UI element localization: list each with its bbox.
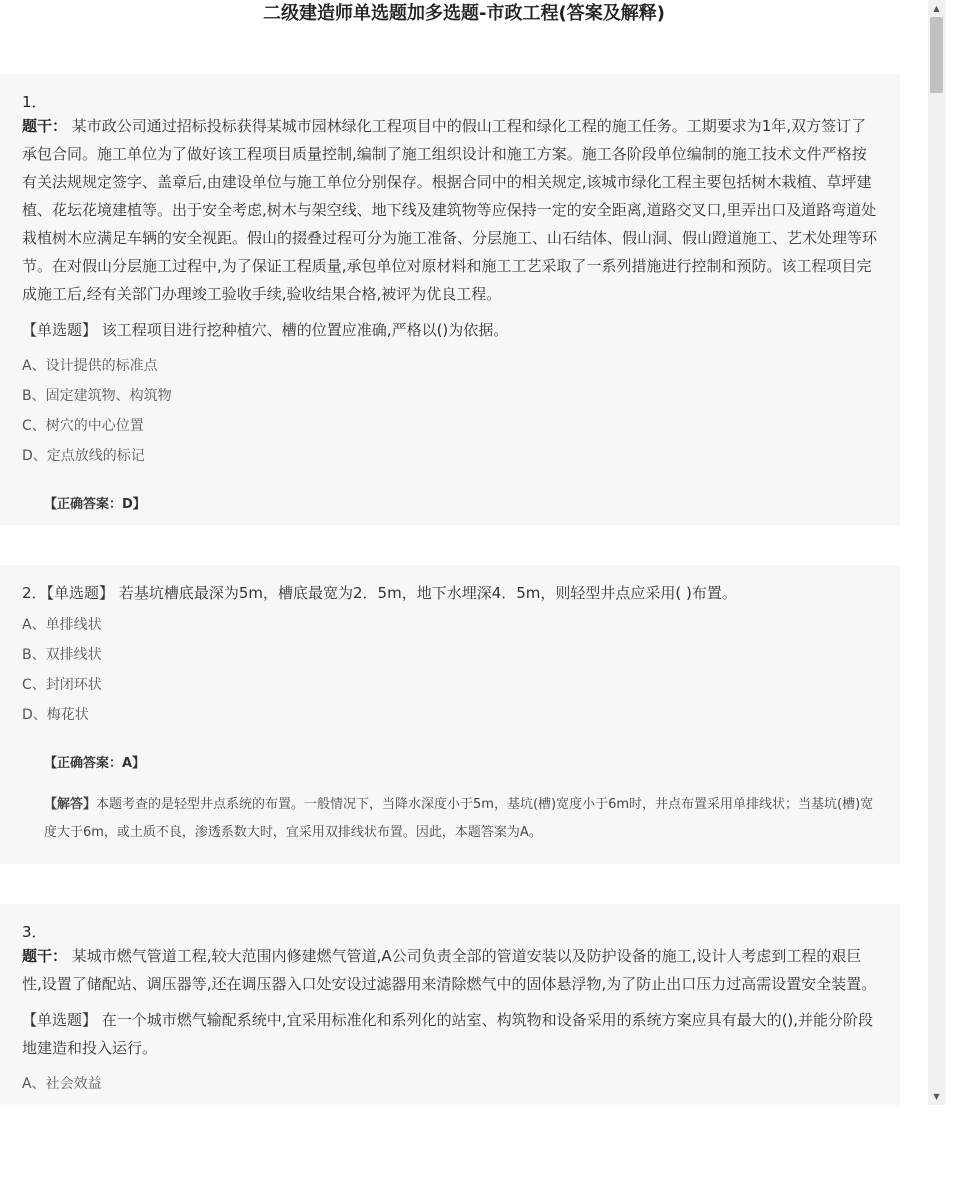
explanation-text: 本题考查的是轻型井点系统的布置。一般情况下，当降水深度小于5m，基坑(槽)宽度小于6m时，井点布置采用单排线状；当基坑(槽)宽度大于6m，或土质不良，渗透系数大时，宜采用双排线状布置。因此，本题答案为A。 [44,797,874,840]
question-line [22,316,878,344]
question-type-label: 【单选题】 [46,584,115,602]
question-number: 2． [22,584,47,602]
question-text: 该工程项目进行挖种植穴、槽的位置应准确,严格以()为依据。 [101,321,509,339]
question-type-label: 【单选题】 [22,1011,98,1029]
question-number: 3． [22,923,47,941]
option-b: B、双排线状 [22,647,102,663]
question-card-1 [0,74,900,525]
question-line [22,1006,878,1062]
question-text: 在一个城市燃气输配系统中,宜采用标准化和系列化的站室、构筑物和设备采用的系统方案应具有最大的(),并能分阶段地建造和投入运行。 [22,1011,874,1057]
explanation [22,791,878,847]
option-a: A、设计提供的标准点 [22,358,158,374]
explanation-label: 【解答】 [44,797,97,812]
option-d: D、梅花状 [22,707,89,723]
option-b: B、固定建筑物、构筑物 [22,388,172,404]
question-text: 若基坑槽底最深为5m，槽底最宽为2．5m，地下水埋深4．5m，则轻型井点应采用( )布置。 [118,584,737,602]
question-card-2 [0,565,900,864]
stem-text: 某城市燃气管道工程,较大范围内修建燃气管道,A公司负责全部的管道安装以及防护设备的施工,设计人考虑到工程的艰巨性,设置了储配站、调压器等,还在调压器入口处安设过滤器用来清除燃气中的固体悬浮物,为了防止出口压力过高需设置安全装置。 [22,947,877,993]
option-a: A、单排线状 [22,617,102,633]
option-d: D、定点放线的标记 [22,448,145,464]
correct-answer: 【正确答案：D】 [44,497,146,512]
page-title: 二级建造师单选题加多选题-市政工程(答案及解释) [263,3,665,24]
option-c: C、封闭环状 [22,677,102,693]
stem-label: 题干： [22,117,68,135]
correct-answer: 【正确答案：A】 [44,756,146,771]
option-a: A、社会效益 [22,1076,102,1092]
question-card-3 [0,904,900,1105]
question-number: 1． [22,93,47,111]
question-stem [22,942,878,998]
scroll-down-icon[interactable]: ▼ [933,1092,940,1101]
stem-text: 某市政公司通过招标投标获得某城市园林绿化工程项目中的假山工程和绿化工程的施工任务。工期要求为1年,双方签订了承包合同。施工单位为了做好该工程项目质量控制,编制了施工组织设计和施工方案。施工各阶段单位编制的施工技术文件严格按有关法规规定签字、盖章后,由建设单位与施工单位分别保存。根据合同中的相关规定,该城市绿化工程主要包括树木栽植、草坪建植、花坛花境建植等。出于安全考虑,树木与架空线、地下线及建筑物等应保持一定的安全距离,道路交叉口,里弄出口及道路弯道处栽植树木应满足车辆的安全视距。假山的掇叠过程可分为施工准备、分层施工、山石结体、假山洞、假山蹬道施工、艺术处理等环节。在对假山分层施工过程中,为了保证工程质量,承包单位对原材料和施工工艺采取了一系列措施进行控制和预防。该工程项目完成施工后,经有关部门办理竣工验收手续,验收结果合格,被评为优良工程。 [22,117,878,303]
scroll-thumb[interactable] [930,17,943,93]
vertical-scrollbar[interactable] [928,0,945,1105]
question-stem [22,112,878,308]
question-line [22,583,878,603]
option-c: C、树穴的中心位置 [22,418,144,434]
question-type-label: 【单选题】 [22,321,98,339]
scroll-up-icon[interactable]: ▲ [933,4,940,13]
stem-label: 题干： [22,947,68,965]
